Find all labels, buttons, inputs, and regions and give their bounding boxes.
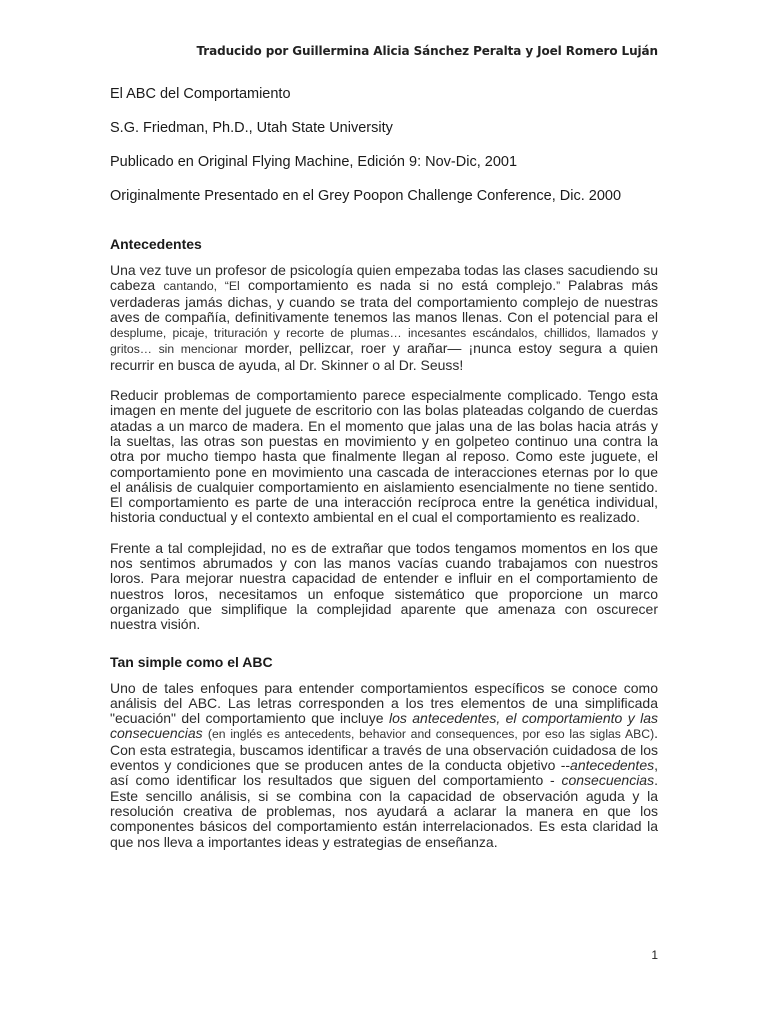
text-run-italic: antecedentes: [570, 757, 655, 774]
paragraph-antecedentes-1: [110, 263, 658, 373]
text-run-italic: consecuencias: [561, 772, 655, 789]
text-run-italic: los antecedentes, el comportamiento y las consecuencias: [110, 710, 658, 742]
paragraph-antecedentes-2: Reducir problemas de comportamiento parece especialmente complicado. Tengo esta imagen en mente del juguete de escritorio con las bolas plateadas colgando de cuerdas atadas a un marco de madera. En el momento que jalas una de las bolas hacia atrás y la sueltas, las otras son puestas en movimiento y en golpeteo continuo una contra la otra por mucho tiempo hasta que finalmente llegan al reposo. Como este juguete, el comportamiento pone en movimiento una cascada de interacciones eternas por lo que el análisis de cualquier comportamiento en aislamiento esencialmente no tiene sentido. El comportamiento es parte de una interacción recíproca entre la genética individual, historia conductual y el contexto ambiental en el cual el comportamiento es realizado.: [110, 387, 658, 526]
page-number: 1: [651, 948, 658, 962]
translator-credit: Traducido por Guillermina Alicia Sánchez Peralta y Joel Romero Luján: [196, 44, 658, 58]
document-author: S.G. Friedman, Ph.D., Utah State University: [110, 120, 393, 136]
section-heading-abc: Tan simple como el ABC: [110, 653, 273, 670]
text-run: desplume, picaje, trituración y recorte de plumas… incesantes escándalos, chillidos, llamados y gritos… sin mencionar: [110, 326, 658, 357]
publication-info: Publicado en Original Flying Machine, Edición 9: Nov-Dic, 2001: [110, 154, 518, 170]
text-run: Uno de tales enfoques para entender comportamientos específicos se conoce como análisis del ABC. Las letras corresponden a los tres elementos de una simplificada "ecuación" del comportamiento que incluye: [110, 679, 658, 727]
text-run: Palabras más verdaderas jamás dichas, y cuando se trata del comportamiento complejo de nuestras aves de compañía, definitivamente tenemos las manos llenas. Con el potencial para el: [110, 277, 658, 325]
text-run: . Con esta estrategia, buscamos identificar a través de una observación cuidadosa de los eventos y condiciones que se producen antes de la conducta objetivo --: [110, 725, 659, 774]
text-run: ”: [556, 279, 568, 294]
paragraph-antecedentes-3: Frente a tal complejidad, no es de extrañar que todos tengamos momentos en los que nos sentimos abrumados y con las manos vacías cuando trabajamos con nuestros loros. Para mejorar nuestra capacidad de entender e influir en el comportamiento de nuestros loros, necesitamos un enfoque sistemático que proporcione un marco organizado que simplifique la complejidad aparente que amenaza con oscurecer nuestra visión.: [110, 539, 658, 633]
document-body: [110, 85, 658, 865]
text-run: , así como identificar los resultados que siguen del comportamiento -: [110, 757, 658, 789]
text-run: Una vez tuve un profesor de psicología quien empezaba todas las clases sacudiendo su cabeza: [110, 262, 658, 294]
text-run: cantando, “El: [163, 279, 240, 294]
text-run: morder, pellizcar, roer y arañar— ¡nunca estoy segura a quien recurrir en busca de ayuda, al Dr. Skinner o al Dr. Seuss!: [110, 340, 658, 373]
paragraph-abc-1: [110, 681, 658, 850]
text-run: (en inglés es antecedents, behavior and consequences, por eso las siglas ABC): [207, 727, 655, 742]
presentation-info: Originalmente Presentado en el Grey Poopon Challenge Conference, Dic. 2000: [110, 188, 622, 204]
section-heading-antecedentes: Antecedentes: [110, 236, 202, 252]
text-run: comportamiento es nada si no está complejo.: [239, 277, 557, 294]
text-run: . Este sencillo análisis, si se combina con la capacidad de observación aguda y la resolución creativa de problemas, nos ayudará a aclarar la manera en que los componentes básicos del comportamiento están interrelacionados. Es esta claridad la que nos lleva a importantes ideas y estrategias de enseñanza.: [110, 772, 658, 850]
document-title: El ABC del Comportamiento: [110, 86, 291, 102]
